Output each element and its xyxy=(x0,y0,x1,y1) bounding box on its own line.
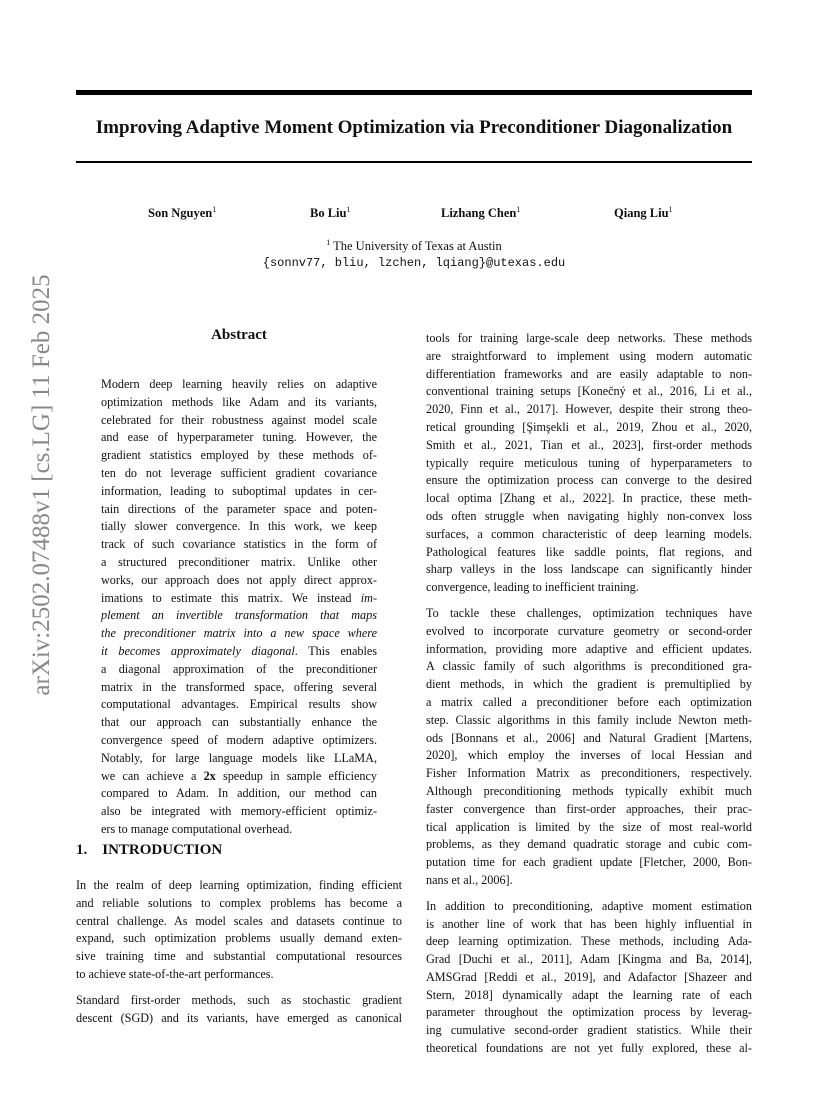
paragraph xyxy=(426,605,752,890)
text-line: sharp valleys in the loss landscape can significantly hinder xyxy=(426,562,752,577)
text-line: celebrated for their robustness against model scale xyxy=(101,412,377,427)
text-line: information, leading to suboptimal updates in cer- xyxy=(101,483,377,498)
text-line: theoretical foundations are not yet fully explored, these al- xyxy=(426,1041,752,1056)
left-column-body xyxy=(76,877,402,1035)
text-line: Grad [Duchi et al., 2011], Adam [Kingma and Ba, 2014], xyxy=(426,952,752,967)
text-line: convergence, leading to inefficient training. xyxy=(426,580,639,595)
author-name: Lizhang Chen xyxy=(441,206,517,221)
text-line: track of such covariance statistics in the form of xyxy=(101,537,377,552)
text-line: Notably, for large language models like LLaMA, xyxy=(101,750,377,765)
text-line: tical application is limited by the size of most real-world xyxy=(426,819,752,834)
text-line: dient methods, in which the gradient is premultiplied by xyxy=(426,677,752,692)
text-line: tially slower convergence. In this work, we keep xyxy=(101,519,377,534)
text-line: To tackle these challenges, optimization techniques have xyxy=(426,605,752,620)
title-rule xyxy=(76,161,752,163)
text-line: compared to Adam. In addition, our method can xyxy=(101,786,377,801)
text-line: Modern deep learning heavily relies on adaptive xyxy=(101,377,377,391)
text-line: are straightforward to implement using modern automatic xyxy=(426,348,752,363)
text-line: AMSGrad [Reddi et al., 2019], and Adafactor [Shazeer and xyxy=(426,969,752,984)
author xyxy=(310,205,350,221)
text-line: and ease of hyperparameter tuning. However, the xyxy=(101,430,377,445)
text-line: nans et al., 2006]. xyxy=(426,872,513,887)
author-name: Bo Liu xyxy=(310,206,347,221)
text-line: parameter throughout the optimization process by leverag- xyxy=(426,1005,752,1020)
text-line: sive training time and substantial computational resources xyxy=(76,949,402,964)
text-line: A classic family of such algorithms is preconditioned gra- xyxy=(426,659,752,674)
text-line: Pathological features like saddle points, flat regions, and xyxy=(426,544,752,559)
text-line: problems, as they demand quadratic storage and cubic com- xyxy=(426,837,752,852)
text-line: deep learning optimization. These methods, including Ada- xyxy=(426,934,752,949)
text-line: also be integrated with memory-efficient optimiz- xyxy=(101,804,377,819)
text-line: In addition to preconditioning, adaptive moment estimation xyxy=(426,898,752,913)
text-line: a matrix called a preconditioner before each optimization xyxy=(426,694,752,709)
text-line: optimization methods like Adam and its variants, xyxy=(101,394,377,409)
paragraph xyxy=(76,992,402,1028)
author-affil-mark: 1 xyxy=(212,205,217,214)
text-line: matrix in the transformed space, offering several xyxy=(101,679,377,694)
abstract-line: we can achieve a 2x speedup in sample efficiency xyxy=(101,768,377,783)
text-line: ing cumulative second-order gradient statistics. While their xyxy=(426,1023,752,1038)
affiliation xyxy=(76,238,752,254)
abstract-body xyxy=(101,376,377,839)
paragraph xyxy=(426,330,752,597)
abstract-lines xyxy=(101,661,377,768)
text-line: ods [Bonnans et al., 2006] and Natural Gradient [Martens, xyxy=(426,730,752,745)
text-line: a structured preconditioner matrix. Unlike other xyxy=(101,554,377,569)
text-line: and reliable solutions to complex problems has become a xyxy=(76,895,402,910)
text-line: computational advantages. Empirical results show xyxy=(101,697,377,712)
text-line: convergence speed of modern adaptive optimizers. xyxy=(101,732,377,747)
text-line: expand, such optimization problems usually demand exten- xyxy=(76,931,402,946)
author-name: Qiang Liu xyxy=(614,206,669,221)
text-line: is another line of work that has been highly influential in xyxy=(426,916,752,931)
text-line: gradient statistics employed by these methods of- xyxy=(101,448,377,463)
author-affil-mark: 1 xyxy=(346,205,351,214)
text-line: that our approach can substantially enhance the xyxy=(101,715,377,730)
text-line: conventional training setups [Konečný et al., 2016, Li et al., xyxy=(426,384,752,399)
text-line: descent (SGD) and its variants, have emerged as canonical xyxy=(76,1010,402,1025)
text-line: ensure the optimization process can converge to the desired xyxy=(426,473,752,488)
affiliation-mark: 1 xyxy=(326,238,331,247)
text-line: central challenge. As model scales and datasets continue to xyxy=(76,913,402,928)
right-column-body xyxy=(426,330,752,1066)
text-line: Fisher Information Matrix as preconditioners, respectively. xyxy=(426,766,752,781)
text-line: Stern, 2018] dynamically adapt the learning rate of each xyxy=(426,987,752,1002)
paper-title: Improving Adaptive Moment Optimization via Preconditioner Diagonalization xyxy=(95,117,733,138)
text-line: the preconditioner matrix into a new space where xyxy=(101,626,377,641)
text-line: tools for training large-scale deep networks. These methods xyxy=(426,331,752,345)
top-rule xyxy=(76,90,752,95)
author-affil-mark: 1 xyxy=(516,205,521,214)
abstract-heading: Abstract xyxy=(211,327,267,343)
author xyxy=(614,205,673,221)
text-line: evolved to incorporate curvature geometry or second-order xyxy=(426,623,752,638)
text-line: ods often struggle when navigating highly non-convex loss xyxy=(426,508,752,523)
text-line: a diagonal approximation of the preconditioner xyxy=(101,661,377,676)
text-line: In the realm of deep learning optimization, finding efficient xyxy=(76,878,402,892)
abstract-lines xyxy=(101,376,377,590)
author-name: Son Nguyen xyxy=(148,206,213,221)
section-heading: 1. INTRODUCTION xyxy=(76,842,223,858)
arxiv-stamp: arXiv:2502.07488v1 [cs.LG] 11 Feb 2025 xyxy=(28,274,55,696)
abstract-line: it becomes approximately diagonal. This enables xyxy=(101,643,377,658)
text-line: information, providing more adaptive and efficient updates. xyxy=(426,641,752,656)
text-line: surfaces, a common characteristic of deep learning models. xyxy=(426,526,752,541)
abstract-lines xyxy=(101,785,377,838)
text-line: tain directions of the parameter space and poten- xyxy=(101,501,377,516)
text-line: plement an invertible transformation that maps xyxy=(101,608,377,623)
text-line: step. Classic algorithms in this family include Newton meth- xyxy=(426,712,752,727)
abstract-emph-lines xyxy=(101,607,377,643)
text-line: putation time for each gradient update [Fletcher, 2000, Bon- xyxy=(426,855,752,870)
text-line: differentiation frameworks and are easily adaptable to non- xyxy=(426,366,752,381)
author-affil-mark: 1 xyxy=(668,205,673,214)
author xyxy=(441,205,520,221)
text-line: Standard first-order methods, such as stochastic gradient xyxy=(76,992,402,1007)
text-line: faster convergence than first-order approaches, their prac- xyxy=(426,801,752,816)
text-line: works, our approach does not apply direct approx- xyxy=(101,572,377,587)
abstract-line: imations to estimate this matrix. We instead im- xyxy=(101,590,377,605)
paragraph xyxy=(426,898,752,1058)
affiliation-text: The University of Texas at Austin xyxy=(333,239,502,254)
author xyxy=(148,205,216,221)
text-line: Smith et al., 2021, Tian et al., 2023], first-order methods xyxy=(426,437,752,452)
text-line: retical grounding [Şimşekli et al., 2019, Zhou et al., 2020, xyxy=(426,419,752,434)
text-line: to achieve state-of-the-art performances. xyxy=(76,966,274,981)
text-line: local optima [Zhang et al., 2022]. In practice, these meth- xyxy=(426,491,752,506)
text-line: Although preconditioning methods typically exhibit much xyxy=(426,783,752,798)
paragraph xyxy=(76,877,402,984)
text-line: 2020], which employ the inverses of local Hessian and xyxy=(426,748,752,763)
author-emails: {sonnv77, bliu, lzchen, lqiang}@utexas.edu xyxy=(262,256,566,270)
text-line: ers to manage computational overhead. xyxy=(101,821,293,836)
text-line: 2020, Finn et al., 2017]. However, despite their strong theo- xyxy=(426,402,752,417)
text-line: ten do not leverage sufficient gradient covariance xyxy=(101,465,377,480)
text-line: typically require meticulous tuning of hyperparameters to xyxy=(426,455,752,470)
